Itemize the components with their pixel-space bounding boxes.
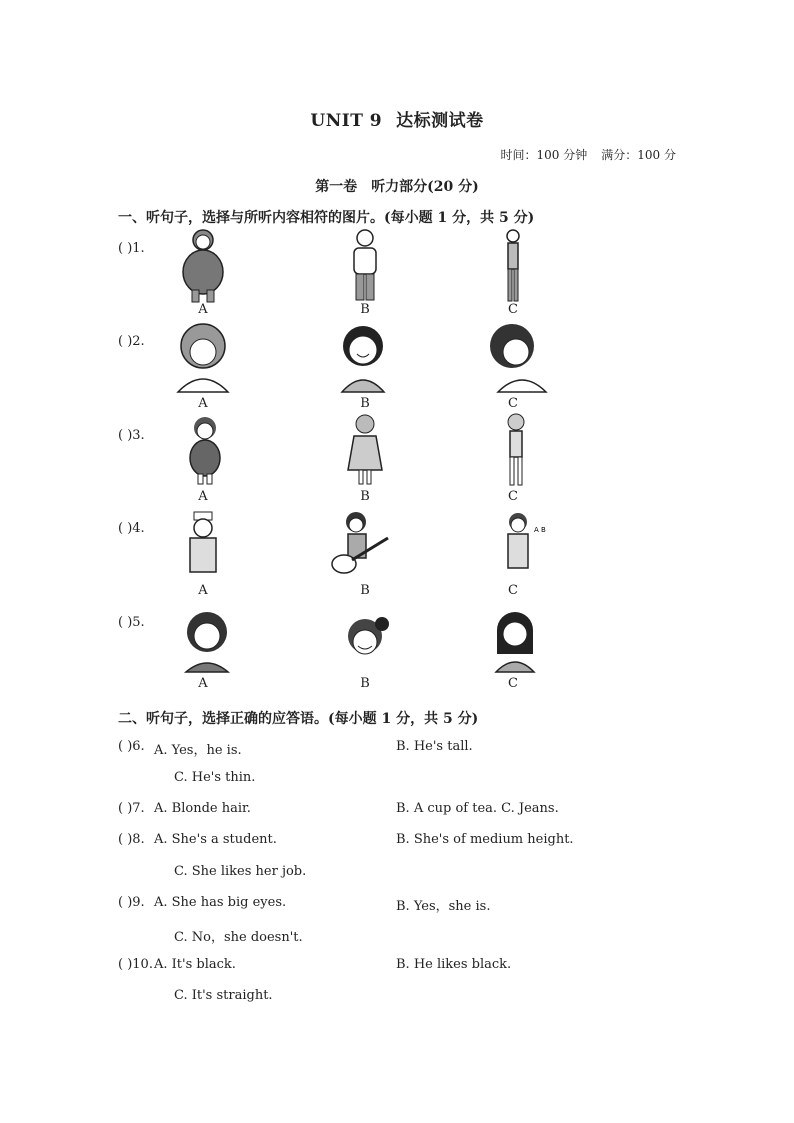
curly-girl-icon[interactable] xyxy=(172,600,242,680)
q9-option-b[interactable]: B. Yes，she is. xyxy=(396,899,491,914)
q8-option-b[interactable]: B. She's of medium height. xyxy=(396,832,574,847)
volume-part: 听力部分(20 分) xyxy=(371,179,479,195)
thin-man-icon[interactable] xyxy=(478,226,548,306)
curly-hair-boy-icon[interactable] xyxy=(482,318,552,398)
svg-text:A B: A B xyxy=(534,526,546,534)
question-2-number: ( )2. xyxy=(118,334,145,349)
q4-label-a: A xyxy=(198,583,208,598)
q8-option-a[interactable]: A. She's a student. xyxy=(154,832,277,847)
q8-option-c[interactable]: C. She likes her job. xyxy=(174,864,307,879)
q1-label-b: B xyxy=(360,302,370,317)
volume-title xyxy=(0,176,794,196)
ponytail-girl-icon[interactable] xyxy=(330,600,400,680)
tall-girl-icon[interactable] xyxy=(478,410,548,490)
q3-label-a: A xyxy=(198,489,208,504)
smiling-girl-icon[interactable] xyxy=(328,318,398,398)
unit-label: UNIT 9 xyxy=(310,111,383,131)
page-title xyxy=(0,106,794,131)
q7-option-a[interactable]: A. Blonde hair. xyxy=(154,801,251,816)
test-title: 达标测试卷 xyxy=(396,111,484,131)
q10-option-c[interactable]: C. It's straight. xyxy=(174,988,273,1003)
q4-label-b: B xyxy=(360,583,370,598)
teacher-icon[interactable] xyxy=(488,506,558,586)
q5-label-a: A xyxy=(198,676,208,691)
volume-name: 第一卷 xyxy=(315,179,358,195)
q6-option-a[interactable]: A. Yes，he is. xyxy=(154,743,242,758)
question-3-number: ( )3. xyxy=(118,428,145,443)
q4-label-c: C xyxy=(508,583,518,598)
q2-label-a: A xyxy=(198,396,208,411)
time-limit: 时间：100 分钟 xyxy=(500,148,588,162)
q1-label-c: C xyxy=(508,302,518,317)
q5-label-b: B xyxy=(360,676,370,691)
full-score: 满分：100 分 xyxy=(601,148,676,162)
section-2-heading: 二、听句子，选择正确的应答语。(每小题 1 分，共 5 分) xyxy=(118,711,479,727)
question-1-number: ( )1. xyxy=(118,241,145,256)
bald-old-man-icon[interactable] xyxy=(330,226,400,306)
q2-label-b: B xyxy=(360,396,370,411)
exam-meta xyxy=(501,146,676,163)
q9-number: ( )9. xyxy=(118,895,145,910)
q10-number: ( )10. xyxy=(118,957,153,972)
doctor-icon[interactable] xyxy=(168,506,238,586)
q3-label-c: C xyxy=(508,489,518,504)
q6-option-c[interactable]: C. He's thin. xyxy=(174,770,256,785)
curly-hair-man-icon[interactable] xyxy=(168,318,238,398)
question-5-number: ( )5. xyxy=(118,615,145,630)
q7-option-b-c[interactable]: B. A cup of tea. C. Jeans. xyxy=(396,801,559,816)
q9-option-c[interactable]: C. No，she doesn't. xyxy=(174,930,303,945)
q6-number: ( )6. xyxy=(118,739,145,754)
q6-option-b[interactable]: B. He's tall. xyxy=(396,739,473,754)
girl-in-dress-icon[interactable] xyxy=(330,410,400,490)
q8-number: ( )8. xyxy=(118,832,145,847)
q10-option-b[interactable]: B. He likes black. xyxy=(396,957,512,972)
q3-label-b: B xyxy=(360,489,370,504)
question-4-number: ( )4. xyxy=(118,521,145,536)
guitar-player-icon[interactable] xyxy=(326,506,396,586)
q1-label-a: A xyxy=(198,302,208,317)
q7-number: ( )7. xyxy=(118,801,145,816)
q10-option-a[interactable]: A. It's black. xyxy=(154,957,236,972)
long-hair-girl-icon[interactable] xyxy=(480,600,550,680)
heavy-grandmother-icon[interactable] xyxy=(168,226,238,306)
q2-label-c: C xyxy=(508,396,518,411)
q5-label-c: C xyxy=(508,676,518,691)
q9-option-a[interactable]: A. She has big eyes. xyxy=(154,895,287,910)
section-1-heading: 一、听句子，选择与所听内容相符的图片。(每小题 1 分，共 5 分) xyxy=(118,210,535,226)
short-girl-icon[interactable] xyxy=(170,410,240,490)
